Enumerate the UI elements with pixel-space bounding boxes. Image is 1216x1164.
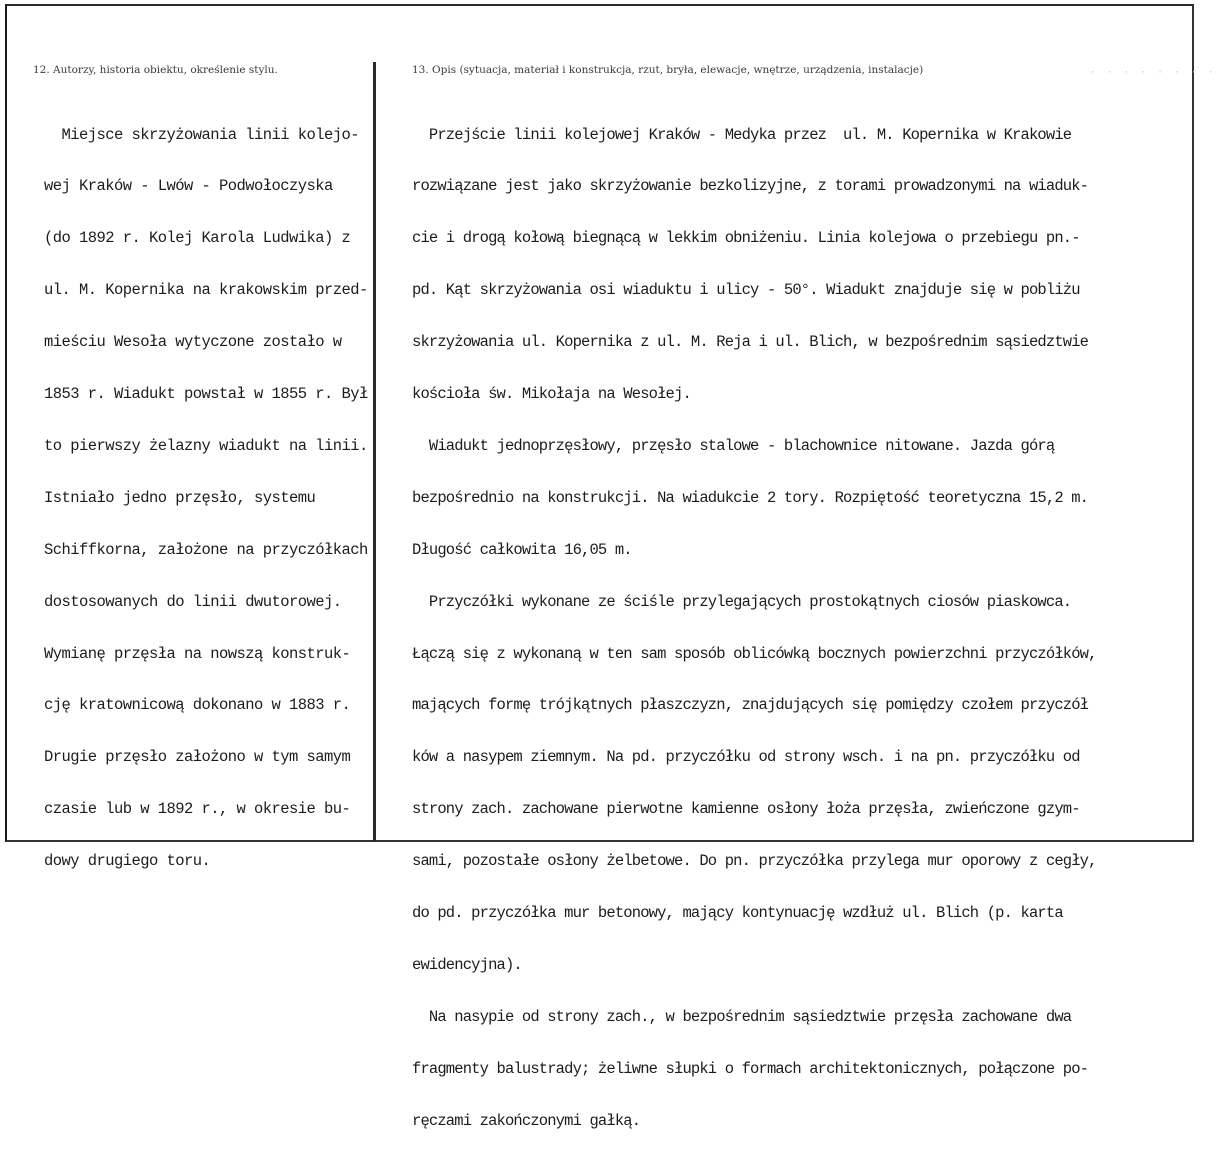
text-line: dowy drugiego toru. (44, 852, 211, 871)
text-line: cie i drogą kołową biegnącą w lekkim obniżeniu. Linia kolejowa o przebiegu pn.- (412, 229, 1080, 248)
text-line: czasie lub w 1892 r., w okresie bu- (44, 800, 351, 819)
text-line: ręczami zakończonymi gałką. (412, 1111, 641, 1130)
text-line: bezpośrednio na konstrukcji. Na wiadukcie 2 tory. Rozpiętość teoretyczna 15,2 m. (412, 488, 1089, 507)
text-line: Przejście linii kolejowej Kraków - Medyka przez ul. M. Kopernika w Krakowie (412, 125, 1072, 144)
text-line: wej Kraków - Lwów - Podwołoczyska (44, 177, 333, 196)
field-12-header: 12. Autorzy, historia obiektu, określenie stylu. (33, 64, 278, 76)
text-line: Drugie przęsło założono w tym samym (44, 748, 351, 767)
text-line: Wymianę przęsła na nowszą konstruk- (44, 644, 351, 663)
text-line: dostosowanych do linii dwutorowej. (44, 592, 342, 611)
text-line: sami, pozostałe osłony żelbetowe. Do pn. przyczółka przylega mur oporowy z cegły, (412, 852, 1097, 871)
field-13-text (412, 92, 1097, 1164)
text-line: ewidencyjna). (412, 955, 522, 974)
text-line: rozwiązane jest jako skrzyżowanie bezkolizyjne, z torami prowadzonymi na wiaduk- (412, 177, 1089, 196)
text-line: Istniało jedno przęsło, systemu (44, 488, 316, 507)
text-line: Miejsce skrzyżowania linii kolejo- (44, 125, 360, 144)
dotted-rule: · · · · · · · · (1090, 68, 1216, 78)
text-line: to pierwszy żelazny wiadukt na linii. (44, 436, 368, 455)
text-line: mających formę trójkątnych płaszczyzn, znajdujących się pomiędzy czołem przyczół (412, 696, 1089, 715)
text-line: Długość całkowita 16,05 m. (412, 540, 632, 559)
text-line: Łączą się z wykonaną w ten sam sposób oblicówką bocznych powierzchni przyczółków, (412, 644, 1097, 663)
text-line: fragmenty balustrady; żeliwne słupki o formach architektonicznych, połączone po- (412, 1059, 1089, 1078)
column-divider (373, 62, 376, 842)
text-line: pd. Kąt skrzyżowania osi wiaduktu i ulicy - 50°. Wiadukt znajduje się w pobliżu (412, 281, 1080, 300)
text-line: ul. M. Kopernika na krakowskim przed- (44, 281, 368, 300)
field-13-header: 13. Opis (sytuacja, materiał i konstrukcja, rzut, bryła, elewacje, wnętrze, urządzenia, instalacje) (412, 64, 924, 76)
text-line: 1853 r. Wiadukt powstał w 1855 r. Był (44, 385, 368, 404)
text-line: cję kratownicową dokonano w 1883 r. (44, 696, 351, 715)
text-line: Schiffkorna, założone na przyczółkach (44, 540, 368, 559)
text-line: ków a nasypem ziemnym. Na pd. przyczółku od strony wsch. i na pn. przyczółku od (412, 748, 1080, 767)
text-line: mieściu Wesoła wytyczone zostało w (44, 333, 342, 352)
field-12-text (44, 92, 368, 905)
text-line: Wiadukt jednoprzęsłowy, przęsło stalowe - blachownice nitowane. Jazda górą (412, 436, 1055, 455)
text-line: strony zach. zachowane pierwotne kamienne osłony łoża przęsła, zwieńczone gzym- (412, 800, 1080, 819)
text-line: (do 1892 r. Kolej Karola Ludwika) z (44, 229, 351, 248)
text-line: kościoła św. Mikołaja na Wesołej. (412, 385, 691, 404)
text-line: skrzyżowania ul. Kopernika z ul. M. Reja i ul. Blich, w bezpośrednim sąsiedztwie (412, 333, 1089, 352)
text-line: Na nasypie od strony zach., w bezpośrednim sąsiedztwie przęsła zachowane dwa (412, 1007, 1072, 1026)
text-line: Przyczółki wykonane ze ściśle przylegających prostokątnych ciosów piaskowca. (412, 592, 1072, 611)
text-line: do pd. przyczółka mur betonowy, mający kontynuację wzdłuż ul. Blich (p. karta (412, 903, 1063, 922)
